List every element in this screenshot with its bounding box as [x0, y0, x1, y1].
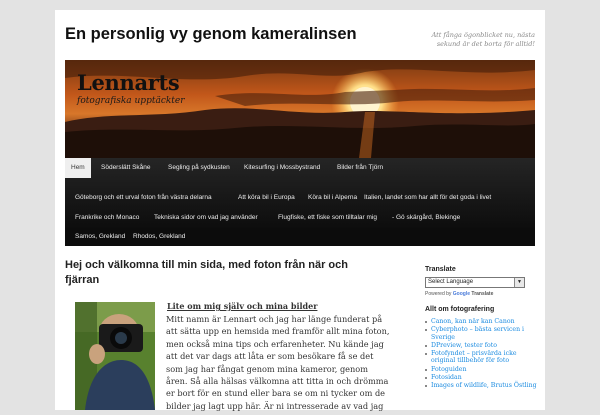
link-dpreview[interactable]: DPreview, tester foto	[425, 342, 537, 350]
nav-item-samos[interactable]: Samos, Grekland	[75, 233, 126, 240]
nav-item-flugfiske[interactable]: Flugfiske, ett fiske som tilltalar mig	[278, 214, 377, 221]
site-description: Att fånga ögonblicket nu, nästa sekund är det borta för alltid!	[431, 31, 535, 48]
main-navigation	[65, 158, 535, 237]
nav-item-segling[interactable]: Segling på sydkusten	[168, 164, 230, 171]
link-images-of-wildlife[interactable]: Images of wildlife, Brutus Östling	[425, 382, 537, 390]
powered-by-google-translate[interactable]	[425, 291, 493, 297]
post-subheading-link[interactable]: Lite om mig själv och mina bilder	[167, 301, 318, 311]
chevron-down-icon: ▼	[514, 278, 524, 287]
photography-links-list	[425, 318, 537, 390]
language-select[interactable]	[425, 277, 525, 288]
powered-by-label: Powered by	[425, 291, 452, 297]
nav-item-go-skargard[interactable]: - Gö skärgård, Blekinge	[392, 214, 461, 221]
nav-item-rhodos[interactable]: Rhodos, Grekland	[133, 233, 186, 240]
nav-item-hem[interactable]: Hem	[65, 158, 91, 178]
nav-item-tjorn[interactable]: Bilder från Tjörn	[337, 164, 384, 171]
banner-subtitle: fotografiska upptäckter	[77, 96, 185, 106]
page	[55, 10, 545, 410]
post-title[interactable]: Hej och välkomna till min sida, med foton från när och fjärran	[65, 259, 348, 286]
translate-label: Translate	[471, 291, 494, 297]
google-logo: Google	[452, 291, 471, 297]
nav-item-frankrike[interactable]: Frankrike och Monaco	[75, 214, 140, 221]
nav-item-kora-bil-alperna[interactable]: Köra bil i Alperna	[308, 194, 358, 201]
photographer-image[interactable]	[75, 302, 155, 410]
post-body-text: Mitt namn är Lennart och jag har länge funderat på att sätta upp en hemsida med framför allt mina foton, men också mina tips och erfarenheter. Nu kände jag att det var dags att låta er som besökare få se det som jag har fångat genom mina kameror, genom åren. Så alla hälsas välkomna att titta in och drömma er bort för en stund eller bara se om ni tycker om de bilder jag lagt upp här. Är ni intresserade av vad jag	[166, 314, 390, 411]
site-title[interactable]: En personlig vy genom kameralinsen	[65, 25, 357, 43]
link-cyberphoto[interactable]: Cyberphoto – bästa servicen i Sverige	[425, 326, 537, 341]
header-banner-image[interactable]	[65, 60, 535, 158]
photographer-photo	[75, 302, 155, 410]
link-fotofyndet[interactable]: Fotofyndet – prisvärda icke original tillbehör för foto	[425, 350, 537, 365]
link-canon[interactable]: Canon, kan när kan Canon	[425, 318, 537, 326]
nav-item-kitesurfing[interactable]: Kitesurfing i Mossbystrand	[244, 164, 321, 171]
nav-item-tekniska[interactable]: Tekniska sidor om vad jag använder	[154, 214, 258, 221]
nav-row-4	[65, 228, 535, 246]
nav-item-italien[interactable]: Italien, landet som har allt för det goda i livet	[364, 194, 492, 201]
nav-item-goteborg[interactable]: Göteborg och ett urval foton från västra delarna	[75, 194, 212, 201]
translate-widget-title: Translate	[425, 266, 456, 273]
links-widget-title: Allt om fotografering	[425, 306, 495, 313]
banner-title: Lennarts	[77, 70, 180, 95]
nav-item-soderslatt[interactable]: Söderslätt Skåne	[101, 164, 151, 171]
language-select-value: Select Language	[428, 279, 474, 285]
link-fotosidan[interactable]: Fotosidan	[425, 374, 537, 382]
link-fotoguiden[interactable]: Fotoguiden	[425, 366, 537, 374]
nav-item-kora-bil-europa[interactable]: Att köra bil i Europa	[238, 194, 295, 201]
